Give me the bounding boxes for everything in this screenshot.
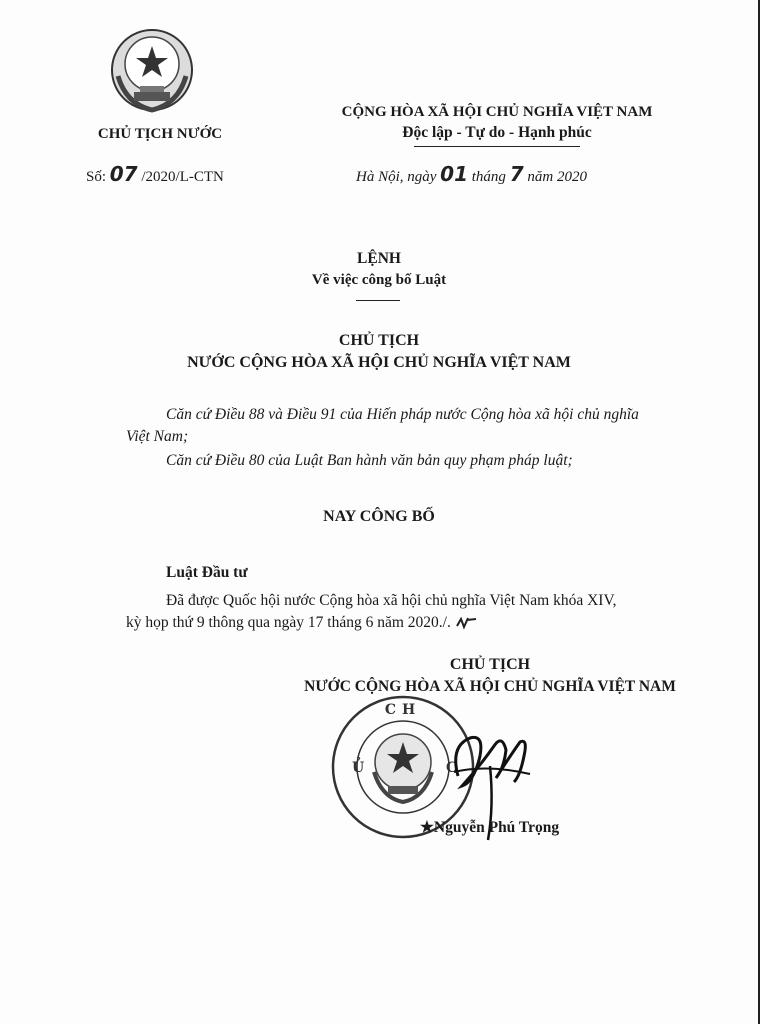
- initials-mark-icon: [455, 616, 477, 630]
- date-day: 01: [440, 162, 469, 186]
- basis-2: Căn cứ Điều 80 của Luật Ban hành văn bản quy phạm pháp luật;: [166, 452, 573, 469]
- proclamation: NAY CÔNG BỐ: [323, 508, 435, 525]
- date-place: Hà Nội, ngày: [356, 169, 437, 185]
- basis-1-line1: Căn cứ Điều 88 và Điều 91 của Hiến pháp nước Cộng hòa xã hội chủ nghĩa: [166, 406, 639, 423]
- law-name: Luật Đầu tư: [166, 564, 248, 581]
- document-number: [86, 162, 224, 186]
- date-line: [356, 162, 587, 186]
- svg-text:CH: CH: [384, 702, 422, 718]
- date-month: 7: [509, 162, 524, 186]
- basis-1: [126, 404, 726, 448]
- law-passed-line2: [126, 612, 726, 634]
- nation-title: CỘNG HÒA XÃ HỘI CHỦ NGHĨA VIỆT NAM: [341, 104, 653, 120]
- signature-title1: CHỦ TỊCH: [449, 656, 531, 673]
- date-month-label: tháng: [471, 169, 506, 185]
- svg-text:Ủ: Ủ: [352, 760, 365, 776]
- seal-star-icon: ★: [420, 819, 434, 836]
- signer-name: [420, 818, 559, 837]
- signer-name-text: Nguyễn Phú Trọng: [433, 819, 560, 836]
- number-handwritten: 07: [109, 162, 138, 186]
- signature-title2: NƯỚC CỘNG HÒA XÃ HỘI CHỦ NGHĨA VIỆT NAM: [304, 678, 676, 695]
- authority-line1: CHỦ TỊCH: [338, 332, 420, 349]
- date-year: năm 2020: [527, 169, 587, 185]
- issuer-label: CHỦ TỊCH NƯỚC: [97, 126, 223, 142]
- motto: Độc lập - Tự do - Hạnh phúc: [402, 124, 592, 141]
- law-passed-line2-text: kỳ họp thứ 9 thông qua ngày 17 tháng 6 năm 2020./.: [126, 614, 451, 631]
- law-passed: [126, 590, 726, 634]
- title-underline: [356, 300, 400, 301]
- law-passed-line1: Đã được Quốc hội nước Cộng hòa xã hội chủ nghĩa Việt Nam khóa XIV,: [166, 592, 617, 609]
- number-prefix: Số:: [86, 169, 107, 185]
- motto-underline: [414, 146, 580, 147]
- number-suffix: /2020/L-CTN: [141, 169, 224, 185]
- svg-text:C: C: [446, 760, 458, 776]
- doc-type-title: LỆNH: [357, 250, 401, 267]
- authority-line2: NƯỚC CỘNG HÒA XÃ HỘI CHỦ NGHĨA VIỆT NAM: [187, 354, 571, 371]
- doc-subject: Về việc công bố Luật: [311, 272, 447, 288]
- national-emblem-icon: [106, 26, 198, 118]
- basis-1-line2: Việt Nam;: [126, 428, 189, 445]
